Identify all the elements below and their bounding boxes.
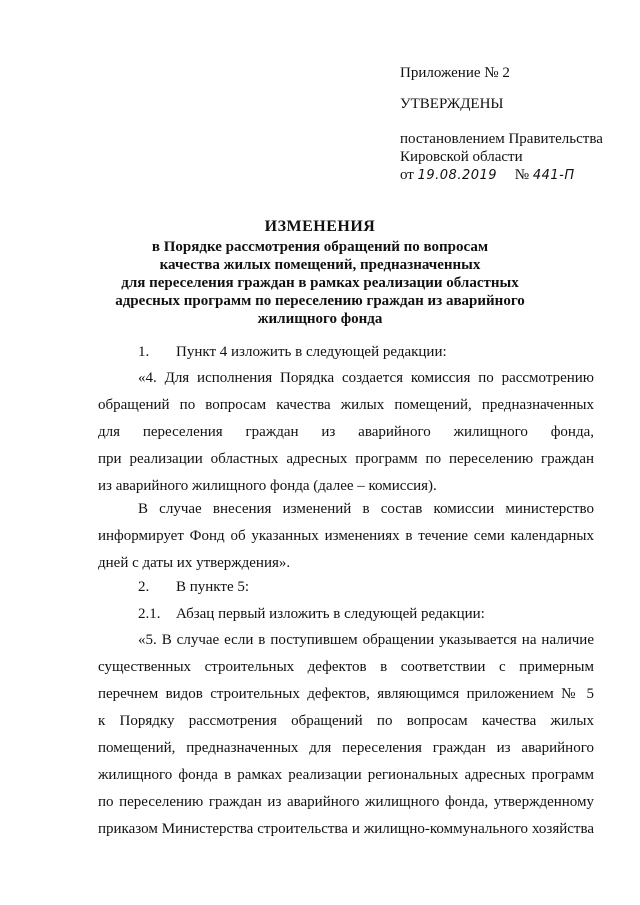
paragraph-line: существенных строительных дефектов в соответствии с примерным — [98, 659, 594, 675]
number-handwritten: 441-П — [532, 168, 575, 183]
approved-by-line2: Кировской области — [400, 149, 523, 165]
appendix-label: Приложение № 2 — [400, 65, 510, 81]
paragraph-line: «4. Для исполнения Порядка создается комиссия по рассмотрению — [138, 370, 594, 386]
paragraph-3 — [98, 627, 594, 843]
approved-label: УТВЕРЖДЕНЫ — [400, 96, 504, 112]
paragraph-line: приказом Министерства строительства и жилищно-коммунального хозяйства — [98, 821, 594, 837]
item1-text: Пункт 4 изложить в следующей редакции: — [176, 344, 447, 360]
subtitle-line: для переселения граждан в рамках реализации областных — [121, 275, 519, 291]
paragraph-line: информирует Фонд об указанных изменениях в течение семи календарных — [98, 528, 594, 544]
document-title: ИЗМЕНЕНИЯ — [264, 218, 376, 235]
paragraph-line: дней с даты их утверждения». — [98, 555, 291, 571]
paragraph-line: помещений, предназначенных для переселения граждан из аварийного — [98, 740, 594, 756]
paragraph-line: перечнем видов строительных дефектов, являющимся приложением № 5 — [98, 686, 594, 702]
approved-by-line1: постановлением Правительства — [400, 131, 603, 147]
paragraph-2 — [98, 496, 594, 577]
item21-number: 2.1. — [138, 606, 161, 622]
subtitle-line: жилищного фонда — [257, 311, 383, 327]
document-subtitle — [0, 238, 640, 328]
paragraph-line: к Порядку рассмотрения обращений по вопросам качества жилых — [98, 713, 594, 729]
paragraph-line: для переселения граждан из аварийного жилищного фонда, — [98, 424, 594, 440]
subtitle-line: адресных программ по переселению граждан из аварийного — [115, 293, 525, 309]
date-prefix: от — [400, 167, 414, 183]
approval-date-number — [400, 166, 575, 185]
paragraph-line: обращений по вопросам качества жилых помещений, предназначенных — [98, 397, 594, 413]
paragraph-line: жилищного фонда в рамках реализации региональных адресных программ — [98, 767, 594, 783]
subtitle-line: в Порядке рассмотрения обращений по вопросам — [151, 239, 489, 255]
item2-number: 2. — [138, 579, 150, 595]
item2-text: В пункте 5: — [176, 579, 250, 595]
paragraph-line: при реализации областных адресных программ по переселению граждан — [98, 451, 594, 467]
paragraph-line: «5. В случае если в поступившем обращении указывается на наличие — [138, 632, 594, 648]
item21-text: Абзац первый изложить в следующей редакции: — [176, 606, 485, 622]
paragraph-line: по переселению граждан из аварийного жилищного фонда, утвержденному — [98, 794, 594, 810]
date-handwritten: 19.08.2019 — [417, 168, 498, 183]
subtitle-line: качества жилых помещений, предназначенных — [159, 257, 481, 273]
paragraph-line: из аварийного жилищного фонда (далее – комиссия). — [98, 478, 437, 494]
paragraph-line: В случае внесения изменений в состав комиссии министерство — [138, 501, 594, 517]
item1-number: 1. — [138, 344, 150, 360]
number-prefix: № — [514, 167, 530, 183]
paragraph-1 — [98, 365, 594, 500]
